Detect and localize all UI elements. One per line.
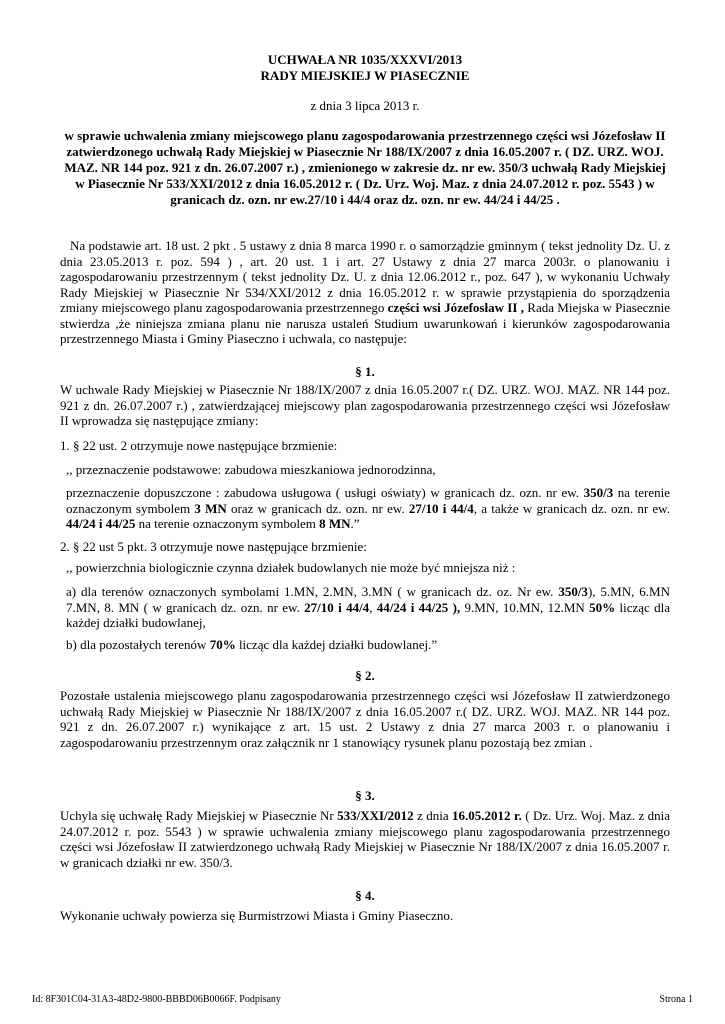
section-1-quote-2: [66, 485, 670, 532]
preamble-text-2: Rada Miejska w Piasecznie stwierdza ,że niniejsza zmiana planu nie narusza ustaleń Studium uwarunkowań i kierunków zagospodarowania przestrzennego Miasta i Gminy Piaseczno i uchwala, co następuje:: [60, 300, 671, 346]
council-name: RADY MIEJSKIEJ W PIASECZNIE: [260, 68, 470, 83]
section-2-heading: § 2.: [355, 668, 375, 683]
q5-bold-1: 70%: [209, 637, 236, 652]
section-4-text: Wykonanie uchwały powierza się Burmistrzowi Miasta i Gminy Piaseczno.: [60, 908, 454, 923]
s3-text-3: ( Dz. Urz. Woj. Maz. z dnia 24.07.2012 r. poz. 5543 ) w sprawie uchwalenia zmiany miejscowego planu zagospodarowania przestrzennego części wsi Józefosław II zatwierdzonego uchwałą Rady Miejskiej w Piasecznie Nr 188/IX/2007 z dnia 16.05.2007 r. w granicach działki nr ew. 350/3.: [60, 808, 671, 870]
q2-text-5: na terenie oznaczonym symbolem: [135, 516, 320, 531]
q4-bold-1: 350/3: [558, 584, 588, 599]
q4-text-3: ,: [369, 599, 377, 615]
s3-text-1: Uchyla się uchwałę Rady Miejskiej w Piasecznie Nr: [60, 808, 338, 823]
document-id-footer: Id: 8F301C04-31A3-48D2-9800-BBBD06B0066F. Podpisany: [32, 994, 281, 1005]
section-1-quote-4: [66, 584, 670, 631]
preamble-text-1: Na podstawie art. 18 ust. 2 pkt . 5 ustawy z dnia 8 marca 1990 r. o samorządzie gminnym ( tekst jednolity Dz. U. z dnia 23.05.2013 r. poz. 594 ) , art. 20 ust. 1 i art. 27 Ustawy z dnia 27 marca 2003r. o planowaniu i zagospodarowaniu przestrzennym ( tekst jednolity Dz. U. z dnia 12.06.2012 r., poz. 647 ), w wykonaniu Uchwały Rady Miejskiej w Piasecznie Nr 534/XXI/2012 z dnia 16.05.2012 r. w sprawie przystąpienia do sporządzenia zmiany miejscowego planu zagospodarowania przestrzennego: [60, 238, 670, 315]
q4-bold-2: 27/10 i 44/4: [304, 599, 370, 615]
q2-bold-4: 44/24 i 44/25: [66, 516, 136, 531]
q4-text-4: 9.MN, 10.MN, 12.MN: [460, 599, 590, 615]
q4-text-5: licząc dla każdej działki budowlanej,: [66, 599, 670, 630]
q2-text-4: , a także w granicach dz. ozn. nr ew.: [473, 500, 670, 516]
section-3-heading: § 3.: [355, 788, 375, 803]
section-1-item-1: 1. § 22 ust. 2 otrzymuje nowe następujące brzmienie:: [60, 438, 338, 453]
section-1-quote-3: ,, powierzchnia biologicznie czynna działek budowlanych nie może być mniejsza niż :: [66, 560, 516, 575]
q2-bold-1: 350/3: [583, 485, 614, 500]
s3-text-2: z dnia: [413, 808, 453, 823]
q4-text-1: a) dla terenów oznaczonych symbolami 1.MN, 2.MN, 3.MN ( w granicach dz. oz. Nr ew.: [66, 584, 559, 599]
q4-bold-4: 50%: [589, 599, 616, 615]
resolution-subject: w sprawie uchwalenia zmiany miejscowego planu zagospodarowania przestrzennego części wsi Józefosław II zatwierdzonego uchwałą Rady Miejskiej w Piasecznie Nr 188/IX/2007 z dnia 16.05.2007 r. ( DZ. URZ. WOJ. MAZ. NR 144 poz. 921 z dn. 26.07.2007 r.) , zmienionego w zakresie dz. nr ew. 350/3 uchwałą Rady Miejskiej w Piasecznie Nr 533/XXI/2012 z dnia 16.05.2012 r. ( Dz. Urz. Woj. Maz. z dnia 24.07.2012 r. poz. 5543 ) w granicach dz. ozn. nr ew.27/10 i 44/4 oraz dz. ozn. nr ew. 44/24 i 44/25 .: [64, 128, 666, 207]
page-number-footer: Strona 1: [659, 994, 693, 1005]
preamble: [60, 238, 670, 347]
q4-text-2: ), 5.MN, 6.MN 7.MN, 8. MN ( w granicach dz. ozn. nr ew.: [66, 584, 670, 615]
q2-bold-5: 8 MN: [319, 516, 351, 531]
section-1-intro: W uchwale Rady Miejskiej w Piasecznie Nr 188/IX/2007 z dnia 16.05.2007 r.( DZ. URZ. WOJ. MAZ. NR 144 poz. 921 z dn. 26.07.2007 r.) , zatwierdzającej miejscowy plan zagospodarowania przestrzennego części wsi Józefosław II wprowadza się następujące zmiany:: [60, 382, 670, 428]
section-1-quote-5: [66, 637, 670, 653]
q2-text-2: na terenie oznaczonym symbolem: [66, 485, 670, 516]
q2-bold-3: 27/10 i 44/4: [408, 500, 474, 516]
resolution-date: z dnia 3 lipca 2013 r.: [310, 98, 420, 113]
section-4-heading: § 4.: [355, 888, 375, 903]
s3-bold-2: 16.05.2012 r.: [452, 808, 522, 823]
section-3-text: [60, 808, 670, 870]
q5-text-1: b) dla pozostałych terenów: [66, 637, 210, 652]
q4-bold-3: 44/24 i 44/25 ),: [376, 599, 461, 615]
q2-text-1: przeznaczenie dopuszczone : zabudowa usługowa ( usługi oświaty) w granicach dz. ozn. nr ew.: [66, 485, 584, 500]
s3-bold-1: 533/XXI/2012: [337, 808, 414, 823]
q2-text-3: oraz w granicach dz. ozn. nr ew.: [226, 500, 409, 516]
q2-text-6: .”: [350, 516, 360, 531]
resolution-number: UCHWAŁA NR 1035/XXXVI/2013: [267, 52, 463, 67]
preamble-bold: części wsi Józefosław II ,: [387, 300, 524, 315]
section-1-quote-1: ,, przeznaczenie podstawowe: zabudowa mieszkaniowa jednorodzinna,: [66, 462, 436, 477]
section-1-item-2: 2. § 22 ust 5 pkt. 3 otrzymuje nowe następujące brzmienie:: [60, 539, 367, 554]
section-1-heading: § 1.: [355, 364, 375, 379]
q5-text-2: licząc dla każdej działki budowlanej.”: [235, 637, 438, 652]
q2-bold-2: 3 MN: [194, 500, 227, 516]
section-2-text: Pozostałe ustalenia miejscowego planu zagospodarowania przestrzennego części wsi Józefosław II zatwierdzonego uchwałą Rady Miejskiej w Piasecznie Nr 188/IX/2007 z dnia 16.05.2007 r.( DZ. URZ. WOJ. MAZ. NR 144 poz. 921 z dn. 26.07.2007 r.) wynikające z art. 15 ust. 2 Ustawy z dnia 27 marca 2003 r. o planowaniu i zagospodarowaniu przestrzennym oraz załącznik nr 1 stanowiący rysunek planu pozostają bez zmian .: [60, 688, 670, 750]
